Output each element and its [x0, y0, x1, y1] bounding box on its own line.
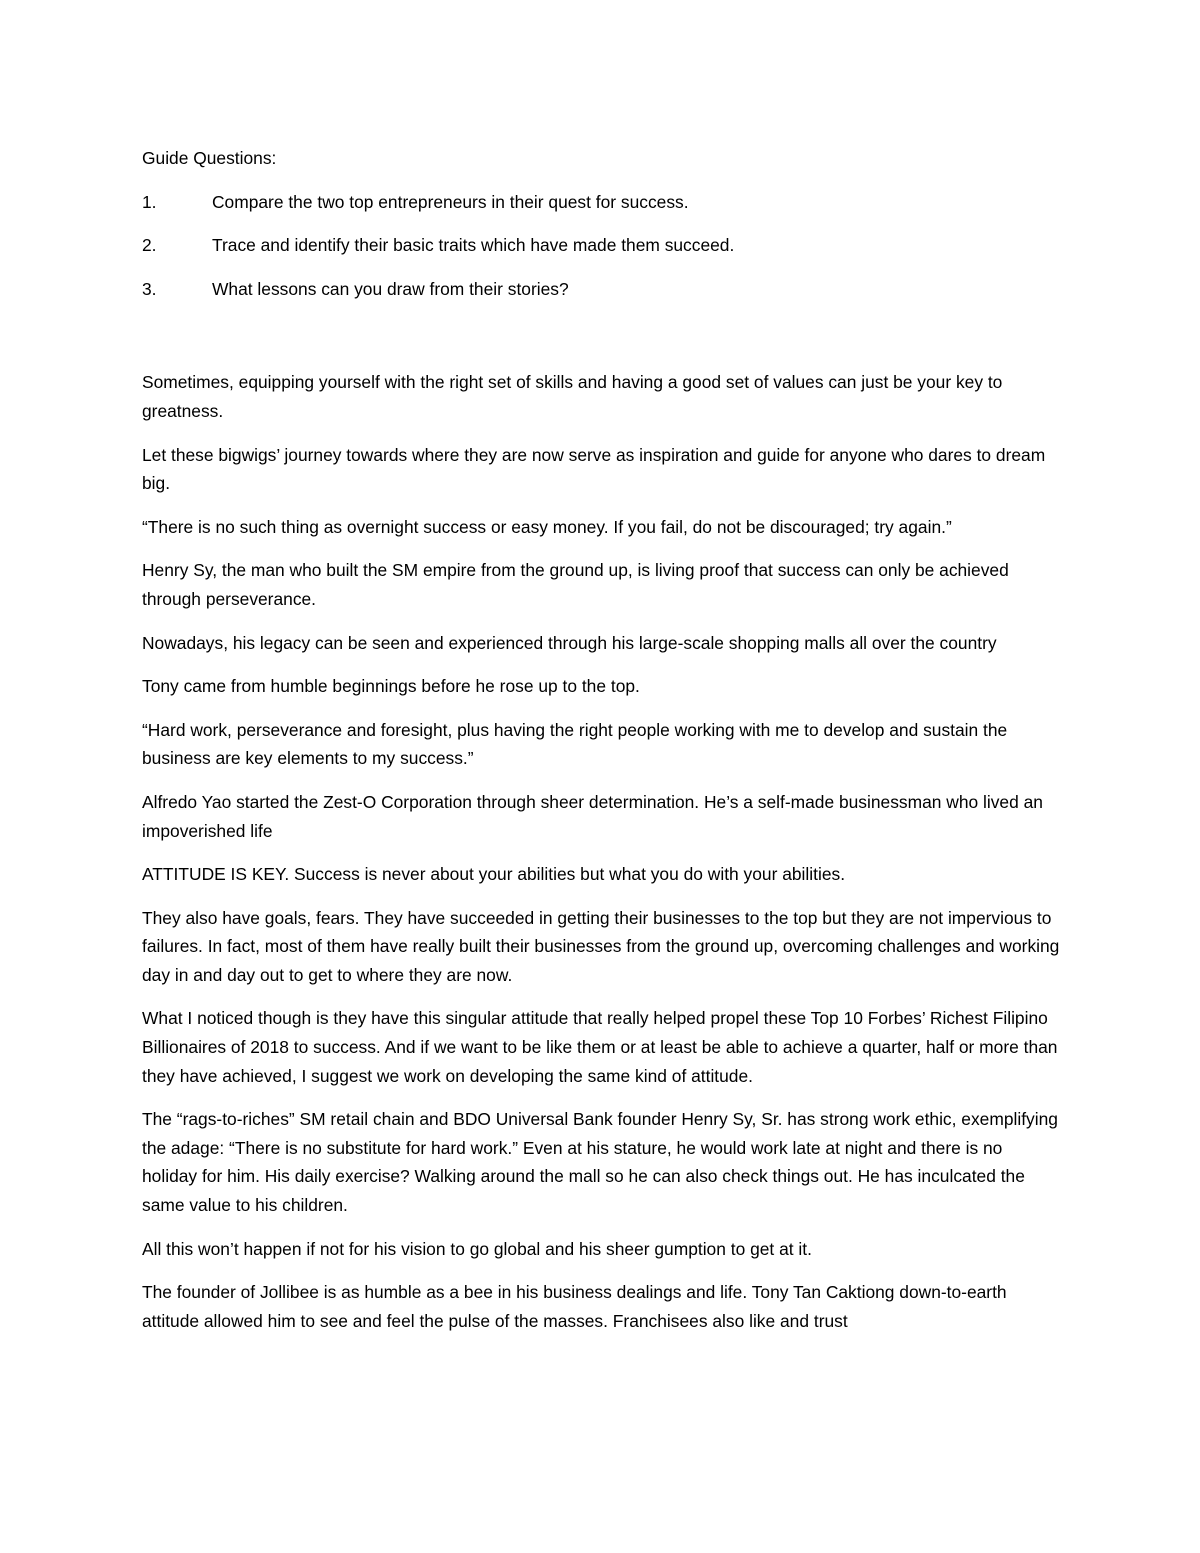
guide-questions-heading: Guide Questions:	[142, 148, 277, 168]
paragraph-alfredo-yao: Alfredo Yao started the Zest-O Corporation through sheer determination. He’s a self-made businessman who lived an impoverished life	[142, 791, 1043, 841]
paragraph-legacy: Nowadays, his legacy can be seen and experienced through his large-scale shopping malls all over the country	[142, 632, 997, 653]
section-gap	[142, 318, 1062, 368]
question-number: 1.	[142, 191, 157, 212]
question-number: 2.	[142, 235, 157, 256]
paragraph-skills-values: Sometimes, equipping yourself with the right set of skills and having a good set of values can just be your key to greatness.	[142, 372, 1003, 421]
quote-overnight-success: “There is no such thing as overnight success or easy money. If you fail, do not be discouraged; try again.”	[142, 516, 952, 537]
question-item	[142, 188, 1062, 217]
paragraph-work-ethic: The “rags-to-riches” SM retail chain and BDO Universal Bank founder Henry Sy, Sr. has strong work ethic, exemplifying the adage: “There is no substitute for hard work.” Even at his stature, he would work late at night and there is no holiday for him. His daily exercise? Walking around the mall so he can also check things out. He has inculcated the same value to his children.	[142, 1109, 1058, 1216]
paragraph-singular-attitude: What I noticed though is they have this singular attitude that really helped propel these Top 10 Forbes’ Richest Filipino Billionaires of 2018 to success. And if we want to be like them or at least be able to achieve a quarter, half or more than they have achieved, I suggest we work on developing the same kind of attitude.	[142, 1008, 1058, 1086]
document-body	[142, 144, 1062, 1350]
paragraph-attitude-is-key: ATTITUDE IS KEY. Success is never about your abilities but what you do with your abilities.	[142, 864, 846, 885]
paragraph-goals-fears: They also have goals, fears. They have succeeded in getting their businesses to the top but they are not impervious to failures. In fact, most of them have really built their businesses from the ground up, overcoming challenges and working day in and day out to get to where they are now.	[142, 907, 1060, 985]
question-number: 3.	[142, 278, 157, 299]
question-item	[142, 275, 1062, 304]
paragraph-henry-sy: Henry Sy, the man who built the SM empire from the ground up, is living proof that success can only be achieved through perseverance.	[142, 560, 1009, 609]
paragraph-inspiration: Let these bigwigs’ journey towards where they are now serve as inspiration and guide for anyone who dares to dream big.	[142, 444, 1046, 494]
question-text: Trace and identify their basic traits which have made them succeed.	[212, 235, 735, 256]
paragraph-vision: All this won’t happen if not for his vision to go global and his sheer gumption to get at it.	[142, 1238, 812, 1259]
question-text: Compare the two top entrepreneurs in their quest for success.	[212, 191, 689, 212]
guide-questions-list	[142, 188, 1062, 304]
question-text: What lessons can you draw from their stories?	[212, 278, 569, 299]
paragraph-tony-beginnings: Tony came from humble beginnings before he rose up to the top.	[142, 676, 640, 697]
quote-hard-work: “Hard work, perseverance and foresight, plus having the right people working with me to develop and sustain the business are key elements to my success.”	[142, 719, 1008, 769]
question-item	[142, 231, 1062, 260]
paragraph-jollibee-founder: The founder of Jollibee is as humble as a bee in his business dealings and life. Tony Tan Caktiong down-to-earth attitude allowed him to see and feel the pulse of the masses. Franchisees also like and trust	[142, 1282, 1007, 1331]
